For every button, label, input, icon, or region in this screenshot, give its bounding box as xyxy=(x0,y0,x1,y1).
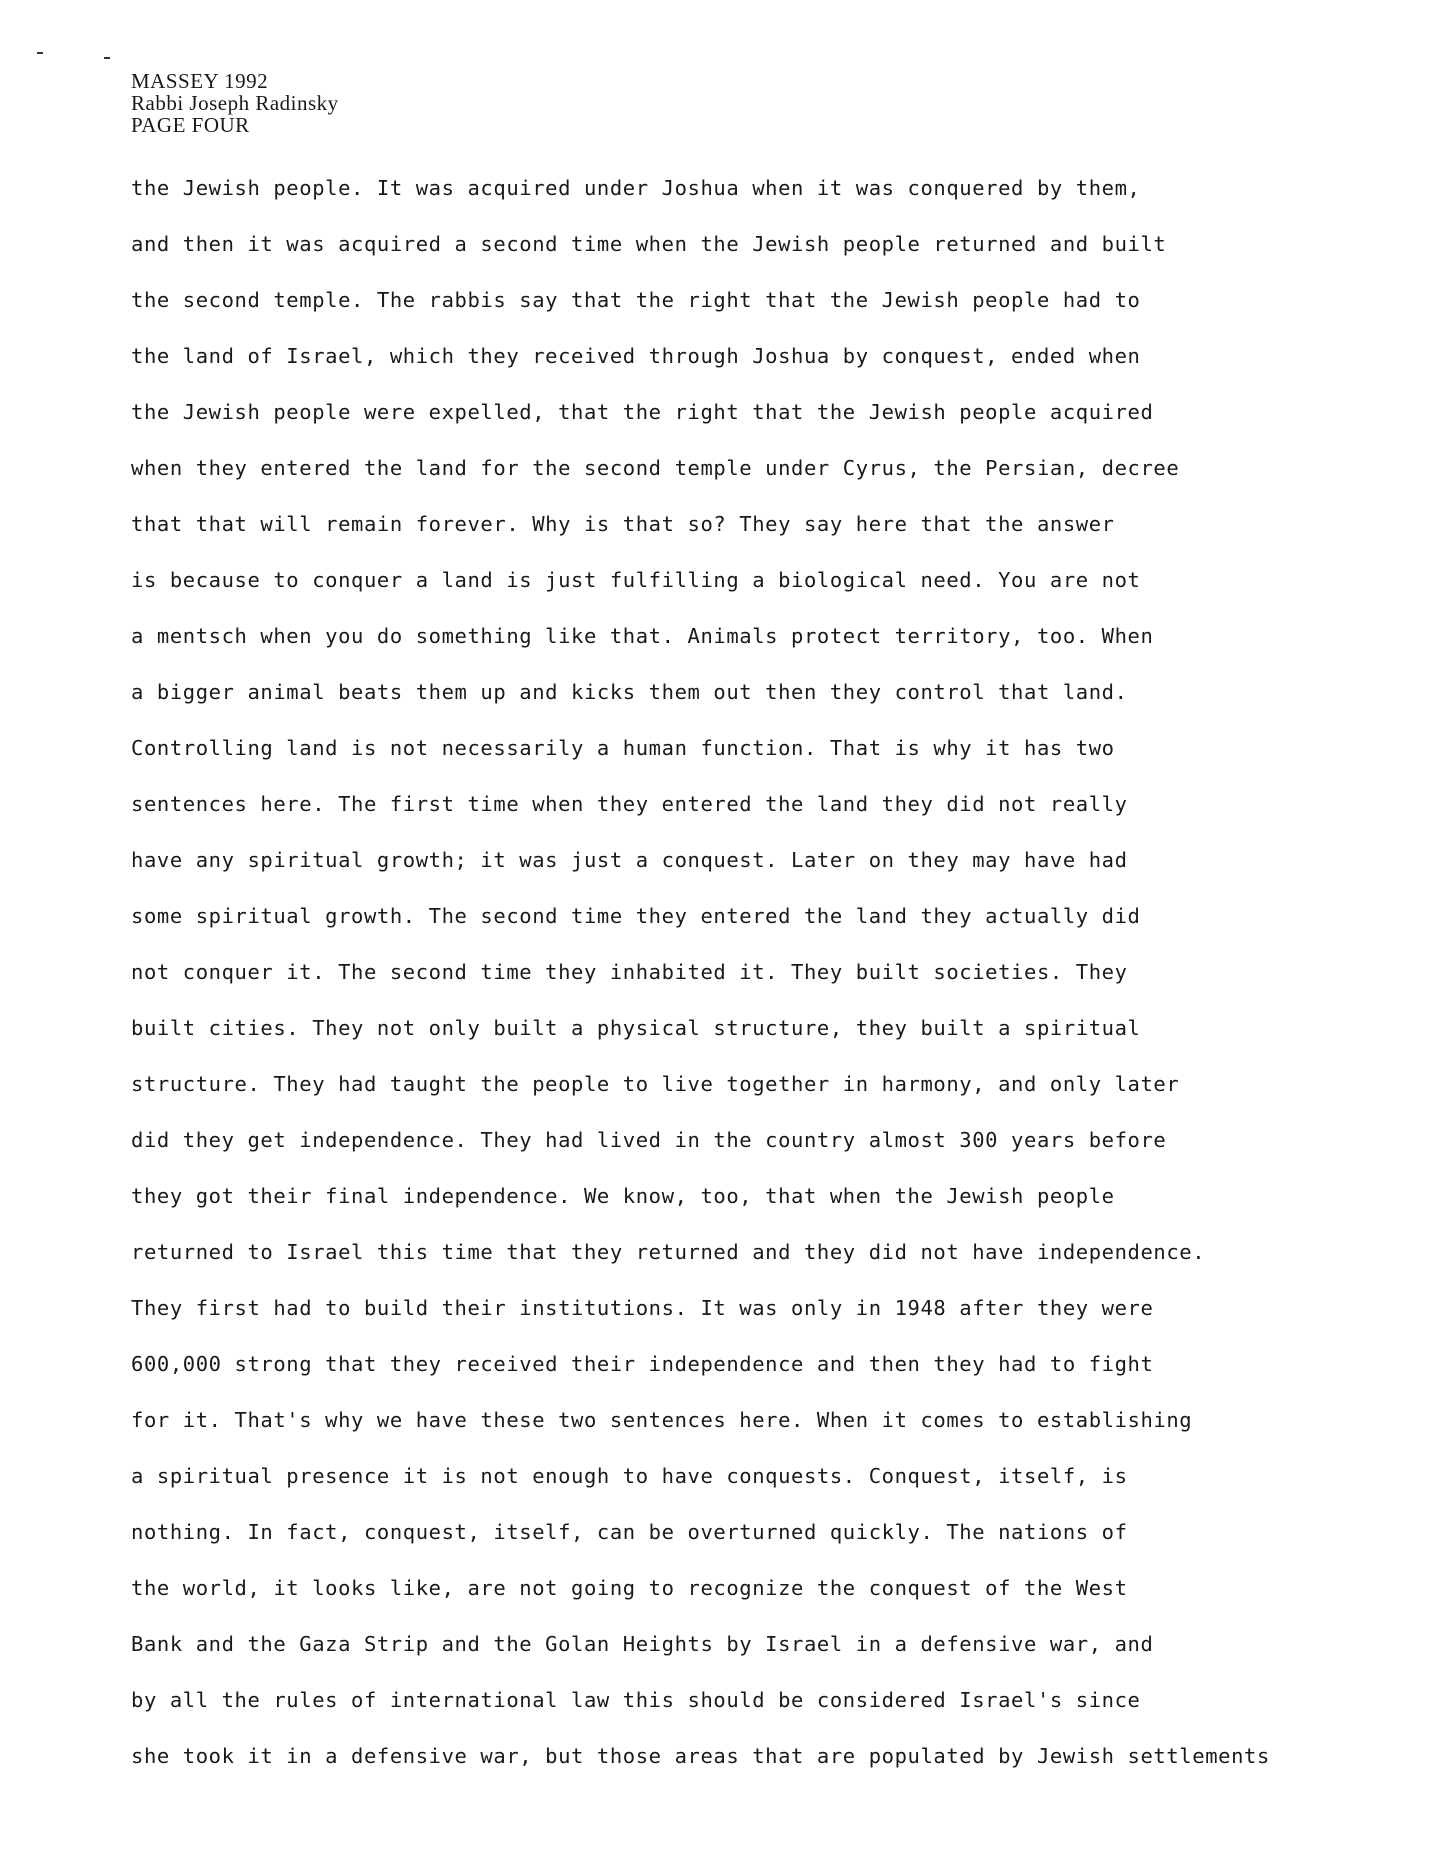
text-line: a mentsch when you do something like that. Animals protect territory, too. When xyxy=(131,624,1154,648)
scan-mark xyxy=(104,57,110,59)
text-line: have any spiritual growth; it was just a conquest. Later on they may have had xyxy=(131,848,1128,872)
header-collection: MASSEY 1992 xyxy=(131,69,269,93)
text-line: the Jewish people. It was acquired under Joshua when it was conquered by them, xyxy=(131,176,1141,200)
text-line: for it. That's why we have these two sentences here. When it comes to establishing xyxy=(131,1408,1193,1432)
text-line: built cities. They not only built a physical structure, they built a spiritual xyxy=(131,1016,1141,1040)
text-line: They first had to build their institutions. It was only in 1948 after they were xyxy=(131,1296,1154,1320)
text-line: that that will remain forever. Why is that so? They say here that the answer xyxy=(131,512,1115,536)
text-line: not conquer it. The second time they inhabited it. They built societies. They xyxy=(131,960,1128,984)
text-line: the second temple. The rabbis say that the right that the Jewish people had to xyxy=(131,288,1141,312)
scan-mark xyxy=(37,52,43,54)
text-line: returned to Israel this time that they returned and they did not have independence. xyxy=(131,1240,1206,1264)
header-author: Rabbi Joseph Radinsky xyxy=(131,91,339,115)
text-line: the land of Israel, which they received through Joshua by conquest, ended when xyxy=(131,344,1141,368)
text-line: 600,000 strong that they received their independence and then they had to fight xyxy=(131,1352,1154,1376)
text-line: and then it was acquired a second time when the Jewish people returned and built xyxy=(131,232,1167,256)
text-line: she took it in a defensive war, but those areas that are populated by Jewish settlements xyxy=(131,1744,1270,1768)
text-line: the Jewish people were expelled, that the right that the Jewish people acquired xyxy=(131,400,1154,424)
text-line: they got their final independence. We know, too, that when the Jewish people xyxy=(131,1184,1115,1208)
text-line: did they get independence. They had lived in the country almost 300 years before xyxy=(131,1128,1167,1152)
header-page-number: PAGE FOUR xyxy=(131,113,250,137)
text-line: by all the rules of international law this should be considered Israel's since xyxy=(131,1688,1141,1712)
text-line: when they entered the land for the second temple under Cyrus, the Persian, decree xyxy=(131,456,1180,480)
text-line: some spiritual growth. The second time they entered the land they actually did xyxy=(131,904,1141,928)
text-line: is because to conquer a land is just fulfilling a biological need. You are not xyxy=(131,568,1141,592)
document-body xyxy=(131,174,1331,1798)
text-line: sentences here. The first time when they entered the land they did not really xyxy=(131,792,1128,816)
text-line: nothing. In fact, conquest, itself, can be overturned quickly. The nations of xyxy=(131,1520,1128,1544)
text-line: Bank and the Gaza Strip and the Golan Heights by Israel in a defensive war, and xyxy=(131,1632,1154,1656)
text-line: Controlling land is not necessarily a human function. That is why it has two xyxy=(131,736,1115,760)
text-line: a spiritual presence it is not enough to have conquests. Conquest, itself, is xyxy=(131,1464,1128,1488)
text-line: a bigger animal beats them up and kicks them out then they control that land. xyxy=(131,680,1128,704)
document-header xyxy=(131,70,339,136)
text-line: structure. They had taught the people to live together in harmony, and only later xyxy=(131,1072,1180,1096)
text-line: the world, it looks like, are not going to recognize the conquest of the West xyxy=(131,1576,1128,1600)
